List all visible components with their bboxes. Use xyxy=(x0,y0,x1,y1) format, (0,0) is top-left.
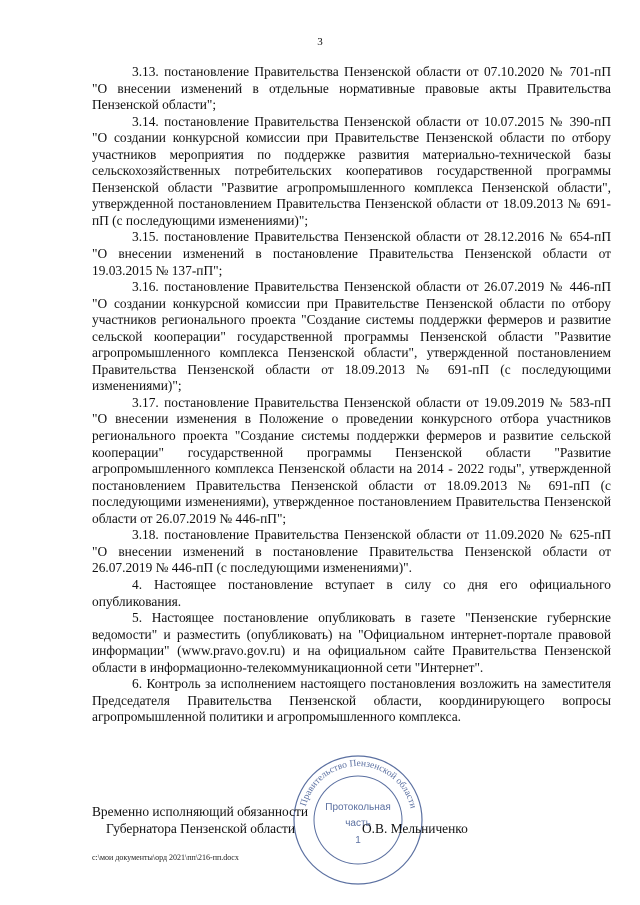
stamp-center-number: 1 xyxy=(355,835,361,846)
paragraph-6: 6. Контроль за исполнением настоящего постановления возложить на заместителя Председателя Правительства Пензенской области, координирующего вопросы агропромышленной политики и агропромышленного комплекса. xyxy=(92,676,611,725)
paragraph-5: 5. Настоящее постановление опубликовать в газете "Пензенские губернские ведомости" и разместить (опубликовать) на "Официальном интернет-портале правовой информации" (www.pravo.gov.ru) и на официальном сайте Правительства Пензенской области в информационно-телекоммуникационной сети "Интернет". xyxy=(92,610,611,675)
paragraph-3-18: 3.18. постановление Правительства Пензенской области от 11.09.2020 № 625-пП "О внесении изменений в постановление Правительства Пензенской области от 26.07.2019 № 446-пП (с последующими изменениями)". xyxy=(92,527,611,576)
page-number: 3 xyxy=(317,36,323,48)
signature-position-line2: Губернатора Пензенской области xyxy=(106,821,296,836)
paragraph-4: 4. Настоящее постановление вступает в силу со дня его официального опубликования. xyxy=(92,576,611,609)
paragraph-3-17: 3.17. постановление Правительства Пензенской области от 19.09.2019 № 583-пП "О внесении изменения в Положение о проведении конкурсного отбора участников регионального проекта "Создание системы поддержки фермеров и развитие сельской кооперации" государственной программы Пензенской области "Развитие агропромышленного комплекса Пензенской области на 2014 - 2022 годы", утвержденной постановлением Правительства Пензенской области от 18.09.2013 № 691-пП (с последующими изменениями), утвержденное постановлением Правительства Пензенской области от 26.07.2019 № 446-пП"; xyxy=(92,394,611,526)
signature-position-line1: Временно исполняющий обязанности xyxy=(92,804,309,819)
signatory-name: О.В. Мельниченко xyxy=(362,821,468,836)
paragraph-3-15: 3.15. постановление Правительства Пензенской области от 28.12.2016 № 654-пП "О внесении изменений в постановление Правительства Пензенской области от 19.03.2015 № 137-пП"; xyxy=(92,229,611,278)
paragraph-3-16: 3.16. постановление Правительства Пензенской области от 26.07.2019 № 446-пП "О создании конкурсной комиссии при Правительстве Пензенской области по отбору участников регионального проекта "Создание системы поддержки фермеров и развитие сельской кооперации" государственной программы Пензенской области "Развитие агропромышленного комплекса Пензенской области", утвержденной постановлением Правительства Пензенской области от 18.09.2013 № 691-пП (с последующими изменениями)"; xyxy=(92,279,611,394)
paragraph-3-14: 3.14. постановление Правительства Пензенской области от 10.07.2015 № 390-пП "О создании конкурсной комиссии при Правительстве Пензенской области по отбору участников мероприятия по поддержке развития материально-технической базы сельскохозяйственных потребительских кооперативов государственной программы Пензенской области "Развитие агропромышленного комплекса Пензенской области", утвержденной постановлением Правительства Пензенской области от 18.09.2013 № 691-пП (с последующими изменениями)"; xyxy=(92,113,611,228)
paragraph-3-13: 3.13. постановление Правительства Пензенской области от 07.10.2020 № 701-пП "О внесении изменений в отдельные нормативные правовые акты Правительства Пензенской области"; xyxy=(92,64,611,113)
stamp-center-line2: часть xyxy=(345,818,371,829)
file-path: c:\мои документы\орд 2021\пп\216-пп.docx xyxy=(92,853,239,862)
signature-block xyxy=(92,803,562,837)
stamp-ring-text: Правительство Пензенской области xyxy=(298,758,418,810)
document-body xyxy=(92,64,611,726)
stamp-center-line1: Протокольная xyxy=(325,802,391,813)
